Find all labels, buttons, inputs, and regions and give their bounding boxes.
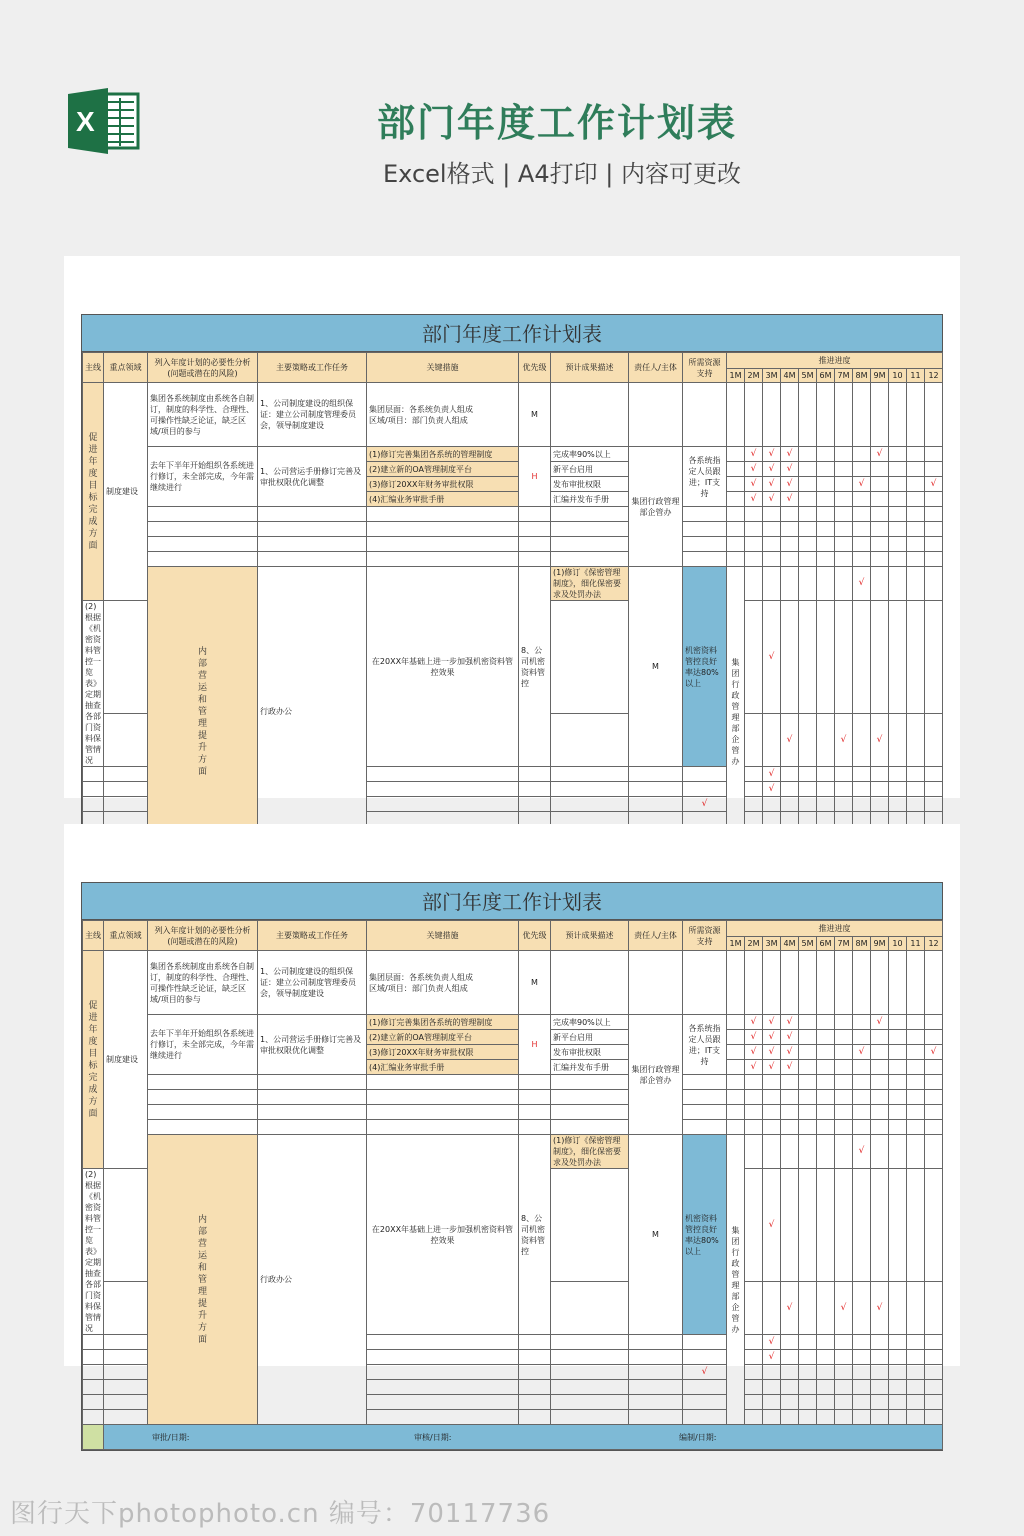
- check-mark: √: [763, 1045, 781, 1060]
- check-mark: √: [871, 447, 889, 462]
- plan-sheet: [81, 314, 943, 883]
- outcome-item: 汇编并发布手册: [551, 492, 629, 507]
- col-strategy: 主要策略或工作任务: [258, 353, 367, 383]
- owner-cell: 集团行政管理部企管办: [727, 1135, 745, 1425]
- check-mark: √: [871, 1015, 889, 1030]
- check-mark: √: [871, 714, 889, 767]
- owner-cell: 集团行政管理部企管办: [629, 1015, 683, 1135]
- check-mark: √: [925, 477, 943, 492]
- area-cell: 行政办公: [258, 1135, 367, 1425]
- measure-item: (1)修订《保密管理制度》，细化保密要求及处罚办法: [551, 1135, 629, 1169]
- col-necessity: 列入年度计划的必要性分析 (问题或潜在的风险): [148, 921, 258, 951]
- preview-card-1: [64, 256, 960, 809]
- check-mark: √: [763, 1169, 781, 1282]
- priority-cell: M: [629, 567, 683, 767]
- col-owner: 责任人/主体: [629, 353, 683, 383]
- month-header: 2M: [745, 937, 763, 951]
- necessity-cell: 在20XX年基础上进一步加强机密资料管控效果: [367, 1135, 519, 1335]
- strategy-cell: 1、公司制度建设的组织保证：建立公司制度管理委员会，领导制度建设: [258, 383, 367, 447]
- check-mark: √: [835, 714, 853, 767]
- month-header: 12: [925, 937, 943, 951]
- check-mark: √: [781, 1015, 799, 1030]
- month-header: 6M: [817, 937, 835, 951]
- owner-cell: 集团行政管理部企管办: [629, 447, 683, 567]
- check-mark: √: [745, 1015, 763, 1030]
- check-mark: √: [763, 492, 781, 507]
- area-cell: 行政办公: [258, 567, 367, 857]
- month-header: 11: [907, 937, 925, 951]
- owner-cell: 集团行政管理部企管办: [727, 567, 745, 857]
- check-mark: √: [763, 447, 781, 462]
- month-header: 2M: [745, 369, 763, 383]
- measure-item: (2)建立新的OA管理制度平台: [367, 1030, 519, 1045]
- col-progress: 推进进度: [727, 353, 943, 369]
- check-mark: √: [763, 1030, 781, 1045]
- necessity-cell: 集团各系统制度由系统各自制订，制度的科学性、合理性、可操作性缺乏论证，缺乏区域/项目的参与: [148, 383, 258, 447]
- month-header: 10: [889, 937, 907, 951]
- category-cell: 内部营运和管理提升方面: [148, 1135, 258, 1425]
- check-mark: √: [683, 1365, 727, 1380]
- check-mark: √: [763, 1350, 781, 1365]
- col-main-line: 主线: [83, 353, 104, 383]
- check-mark: √: [781, 477, 799, 492]
- check-mark: √: [745, 1060, 763, 1075]
- check-mark: √: [853, 1135, 871, 1169]
- check-mark: √: [745, 1030, 763, 1045]
- col-outcome: 预计成果描述: [551, 921, 629, 951]
- month-header: 11: [907, 369, 925, 383]
- check-mark: √: [781, 1060, 799, 1075]
- necessity-cell: 去年下半年开始组织各系统进行修订，未全部完成，今年需继续进行: [148, 447, 258, 507]
- necessity-cell: 集团各系统制度由系统各自制订，制度的科学性、合理性、可操作性缺乏论证，缺乏区域/项目的参与: [148, 951, 258, 1015]
- resources-cell: 各系统指定人员跟进；IT支持: [683, 447, 727, 507]
- col-key-area: 重点领域: [104, 353, 148, 383]
- strategy-cell: 1、公司营运手册修订完善及审批权限优化调整: [258, 447, 367, 507]
- col-key-area: 重点领域: [104, 921, 148, 951]
- month-header: 8M: [853, 937, 871, 951]
- watermark-text: 图行天下photophoto.cn 编号：70117736: [10, 1499, 551, 1529]
- category-cell: 内部营运和管理提升方面: [148, 567, 258, 857]
- check-mark: √: [745, 477, 763, 492]
- col-priority: 优先级: [519, 921, 551, 951]
- col-measures: 关键措施: [367, 921, 519, 951]
- check-mark: √: [763, 477, 781, 492]
- area-cell: 制度建设: [104, 951, 148, 1169]
- check-mark: √: [871, 1282, 889, 1335]
- month-header: 5M: [799, 369, 817, 383]
- page-title: 部门年度工作计划表: [376, 101, 737, 145]
- col-strategy: 主要策略或工作任务: [258, 921, 367, 951]
- month-header: 10: [889, 369, 907, 383]
- check-mark: √: [781, 1045, 799, 1060]
- measure-item: (2)根据《机密资料管控一览表》定期抽查各部门资料保管情况: [83, 601, 104, 767]
- strategy-cell: 1、公司制度建设的组织保证：建立公司制度管理委员会，领导制度建设: [258, 951, 367, 1015]
- month-header: 7M: [835, 369, 853, 383]
- check-mark: √: [763, 1060, 781, 1075]
- preview-card-2: [64, 824, 960, 1442]
- month-header: 12: [925, 369, 943, 383]
- check-mark: √: [853, 1045, 871, 1060]
- check-mark: √: [745, 462, 763, 477]
- col-priority: 优先级: [519, 353, 551, 383]
- priority-cell: M: [519, 383, 551, 447]
- page-subtitle: Excel格式 | A4打印 | 内容可更改: [383, 160, 741, 188]
- month-header: 3M: [763, 369, 781, 383]
- check-mark: √: [781, 714, 799, 767]
- priority-cell: H: [519, 1015, 551, 1075]
- col-measures: 关键措施: [367, 353, 519, 383]
- review-label: 审核/日期:: [414, 1432, 452, 1442]
- check-mark: √: [781, 492, 799, 507]
- check-mark: √: [763, 601, 781, 714]
- col-owner: 责任人/主体: [629, 921, 683, 951]
- col-resources: 所需资源支持: [683, 921, 727, 951]
- month-header: 3M: [763, 937, 781, 951]
- category-cell: 促进年度目标完成方面: [83, 383, 104, 601]
- measure-item: (2)根据《机密资料管控一览表》定期抽查各部门资料保管情况: [83, 1169, 104, 1335]
- outcome-item: 发布审批权限: [551, 1045, 629, 1060]
- necessity-cell: 在20XX年基础上进一步加强机密资料管控效果: [367, 567, 519, 767]
- priority-cell: M: [519, 951, 551, 1015]
- measure-item: (4)汇编业务审批手册: [367, 1060, 519, 1075]
- footer-corner: [83, 1425, 104, 1450]
- prepare-label: 编制/日期:: [679, 1432, 717, 1442]
- check-mark: √: [745, 1045, 763, 1060]
- measure-item: (1)修订完善集团各系统的管理制度: [367, 1015, 519, 1030]
- measure-item: (3)修订20XX年财务审批权限: [367, 477, 519, 492]
- check-mark: √: [853, 477, 871, 492]
- plan-table: [82, 352, 943, 882]
- priority-cell: H: [519, 447, 551, 507]
- check-mark: √: [781, 462, 799, 477]
- check-mark: √: [683, 797, 727, 812]
- check-mark: √: [745, 447, 763, 462]
- priority-cell: M: [629, 1135, 683, 1335]
- check-mark: √: [835, 1282, 853, 1335]
- month-header: 9M: [871, 369, 889, 383]
- plan-sheet: [81, 882, 943, 1451]
- outcome-item: 汇编并发布手册: [551, 1060, 629, 1075]
- outcome-item: 完成率90%以上: [551, 447, 629, 462]
- necessity-cell: 去年下半年开始组织各系统进行修订，未全部完成，今年需继续进行: [148, 1015, 258, 1075]
- month-header: 6M: [817, 369, 835, 383]
- check-mark: √: [853, 567, 871, 601]
- check-mark: √: [763, 462, 781, 477]
- sheet-title: 部门年度工作计划表: [82, 883, 942, 920]
- logo-letter: X: [76, 106, 95, 137]
- col-progress: 推进进度: [727, 921, 943, 937]
- col-necessity: 列入年度计划的必要性分析 (问题或潜在的风险): [148, 353, 258, 383]
- month-header: 4M: [781, 369, 799, 383]
- check-mark: √: [763, 1015, 781, 1030]
- month-header: 8M: [853, 369, 871, 383]
- outcome-item: 新平台启用: [551, 462, 629, 477]
- col-outcome: 预计成果描述: [551, 353, 629, 383]
- plan-table: [82, 920, 943, 1450]
- resources-cell: 各系统指定人员跟进；IT支持: [683, 1015, 727, 1075]
- measure-item: (2)建立新的OA管理制度平台: [367, 462, 519, 477]
- month-header: 5M: [799, 937, 817, 951]
- measure-item: (3)修订20XX年财务审批权限: [367, 1045, 519, 1060]
- measures-cell: 集团层面：各系统负责人组成 区域/项目：部门负责人组成: [367, 951, 519, 1015]
- category-cell: 促进年度目标完成方面: [83, 951, 104, 1169]
- outcome-cell: 机密资料管控良好率达80%以上: [683, 1135, 727, 1335]
- month-header: 1M: [727, 937, 745, 951]
- area-cell: 制度建设: [104, 383, 148, 601]
- month-header: 1M: [727, 369, 745, 383]
- check-mark: √: [781, 1030, 799, 1045]
- col-resources: 所需资源支持: [683, 353, 727, 383]
- sheet-title: 部门年度工作计划表: [82, 315, 942, 352]
- measure-item: (1)修订《保密管理制度》，细化保密要求及处罚办法: [551, 567, 629, 601]
- check-mark: √: [763, 767, 781, 782]
- measure-item: (4)汇编业务审批手册: [367, 492, 519, 507]
- footer-signatures: [104, 1425, 943, 1450]
- strategy-cell: 8、公司机密资料管控: [519, 1135, 551, 1335]
- col-main-line: 主线: [83, 921, 104, 951]
- strategy-cell: 1、公司营运手册修订完善及审批权限优化调整: [258, 1015, 367, 1075]
- check-mark: √: [925, 1045, 943, 1060]
- outcome-cell: 机密资料管控良好率达80%以上: [683, 567, 727, 767]
- measure-item: (1)修订完善集团各系统的管理制度: [367, 447, 519, 462]
- month-header: 7M: [835, 937, 853, 951]
- check-mark: √: [781, 447, 799, 462]
- month-header: 9M: [871, 937, 889, 951]
- outcome-item: 新平台启用: [551, 1030, 629, 1045]
- check-mark: √: [745, 492, 763, 507]
- month-header: 4M: [781, 937, 799, 951]
- check-mark: √: [781, 1282, 799, 1335]
- check-mark: √: [763, 1335, 781, 1350]
- outcome-item: 完成率90%以上: [551, 1015, 629, 1030]
- check-mark: √: [763, 782, 781, 797]
- approve-label: 审批/日期:: [152, 1432, 190, 1442]
- measures-cell: 集团层面：各系统负责人组成 区域/项目：部门负责人组成: [367, 383, 519, 447]
- strategy-cell: 8、公司机密资料管控: [519, 567, 551, 767]
- outcome-item: 发布审批权限: [551, 477, 629, 492]
